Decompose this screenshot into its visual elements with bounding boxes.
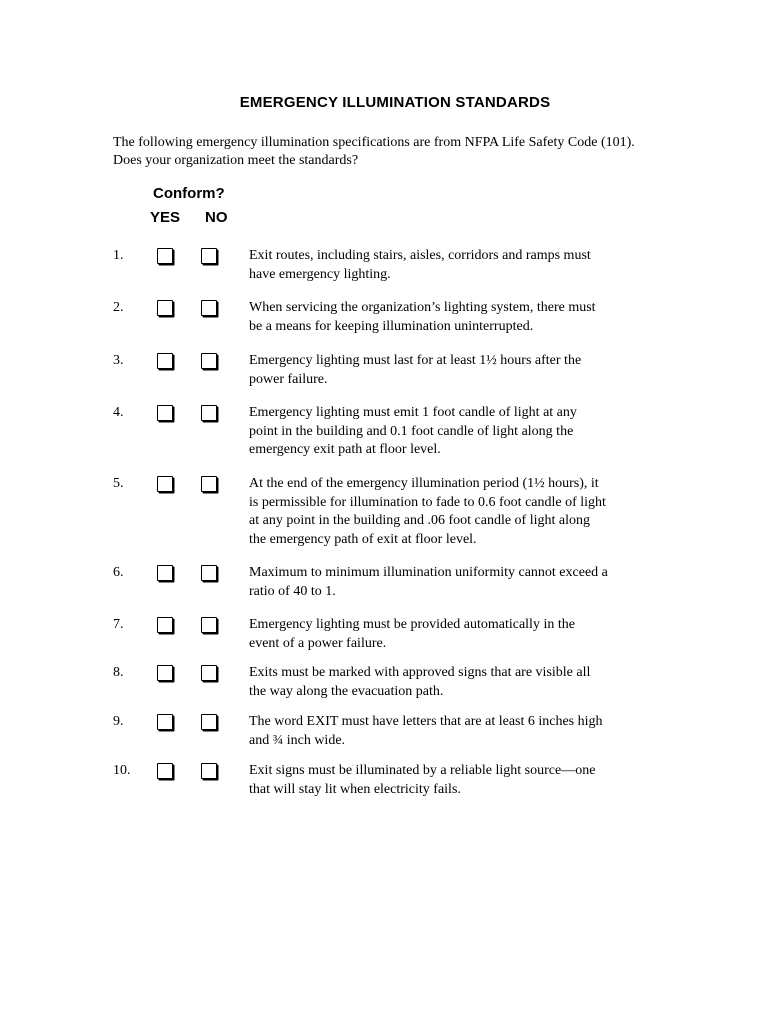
item-number: 10. [113,763,131,778]
item-text [249,664,649,701]
item-text-line: Exit routes, including stairs, aisles, corridors and ramps must [249,248,591,263]
yes-checkbox[interactable] [157,476,173,492]
item-text [249,247,649,284]
no-checkbox[interactable] [201,714,217,730]
item-text-line: emergency exit path at floor level. [249,442,441,457]
item-text-line: point in the building and 0.1 foot candle of light along the [249,423,574,439]
item-text-line: Maximum to minimum illumination uniformity cannot exceed a [249,565,608,580]
no-checkbox[interactable] [201,248,217,264]
item-text-line: the emergency path of exit at floor level. [249,531,477,547]
item-text-line: power failure. [249,371,328,387]
no-checkbox[interactable] [201,763,217,779]
item-number: 7. [113,617,124,632]
item-number: 2. [113,300,124,315]
yes-checkbox[interactable] [157,565,173,581]
no-checkbox[interactable] [201,476,217,492]
yes-checkbox[interactable] [157,353,173,369]
yes-checkbox[interactable] [157,248,173,264]
item-text-line: be a means for keeping illumination uninterrupted. [249,318,534,334]
item-text-line: the way along the evacuation path. [249,683,444,699]
item-text-line: and ¾ inch wide. [249,732,346,748]
no-checkbox[interactable] [201,405,217,421]
conform-header: Conform? [153,185,225,202]
item-text-line: event of a power failure. [249,635,387,651]
item-text-line: At the end of the emergency illumination period (1½ hours), it [249,476,599,491]
yes-checkbox[interactable] [157,714,173,730]
item-number: 4. [113,405,124,420]
yes-checkbox[interactable] [157,405,173,421]
yes-checkbox[interactable] [157,300,173,316]
document-title: EMERGENCY ILLUMINATION STANDARDS [239,94,551,111]
item-number: 5. [113,476,124,491]
item-text-line: is permissible for illumination to fade to 0.6 foot candle of light [249,494,606,510]
item-text-line: that will stay lit when electricity fails. [249,781,461,797]
item-text-line: Exits must be marked with approved signs that are visible all [249,665,591,680]
intro-paragraph [113,134,713,170]
item-text-line: ratio of 40 to 1. [249,583,336,599]
yes-checkbox[interactable] [157,763,173,779]
no-checkbox[interactable] [201,353,217,369]
intro-line: The following emergency illumination specifications are from NFPA Life Safety Code (101). [113,135,635,150]
no-checkbox[interactable] [201,565,217,581]
item-text [249,299,649,336]
item-text-line: Emergency lighting must emit 1 foot candle of light at any [249,405,577,420]
item-text-line: Emergency lighting must last for at least 1½ hours after the [249,353,582,368]
item-text [249,564,649,601]
item-number: 6. [113,565,124,580]
item-number: 1. [113,248,124,263]
item-text [249,713,649,750]
no-checkbox[interactable] [201,617,217,633]
no-checkbox[interactable] [201,300,217,316]
item-text [249,616,649,653]
item-text [249,404,649,460]
item-text-line: The word EXIT must have letters that are at least 6 inches high [249,714,603,729]
item-text-line: Exit signs must be illuminated by a reliable light source—one [249,763,596,778]
no-column-header: NO [205,209,228,226]
intro-line: Does your organization meet the standards? [113,153,359,168]
item-text-line: have emergency lighting. [249,266,391,282]
item-text-line: When servicing the organization’s lighting system, there must [249,300,596,315]
item-number: 3. [113,353,124,368]
item-number: 8. [113,665,124,680]
item-text-line: Emergency lighting must be provided automatically in the [249,617,575,632]
item-text-line: at any point in the building and .06 foot candle of light along [249,513,590,528]
item-text [249,352,649,389]
yes-checkbox[interactable] [157,665,173,681]
no-checkbox[interactable] [201,665,217,681]
item-number: 9. [113,714,124,729]
yes-column-header: YES [150,209,181,226]
item-text [249,762,649,799]
item-text [249,475,649,549]
yes-checkbox[interactable] [157,617,173,633]
